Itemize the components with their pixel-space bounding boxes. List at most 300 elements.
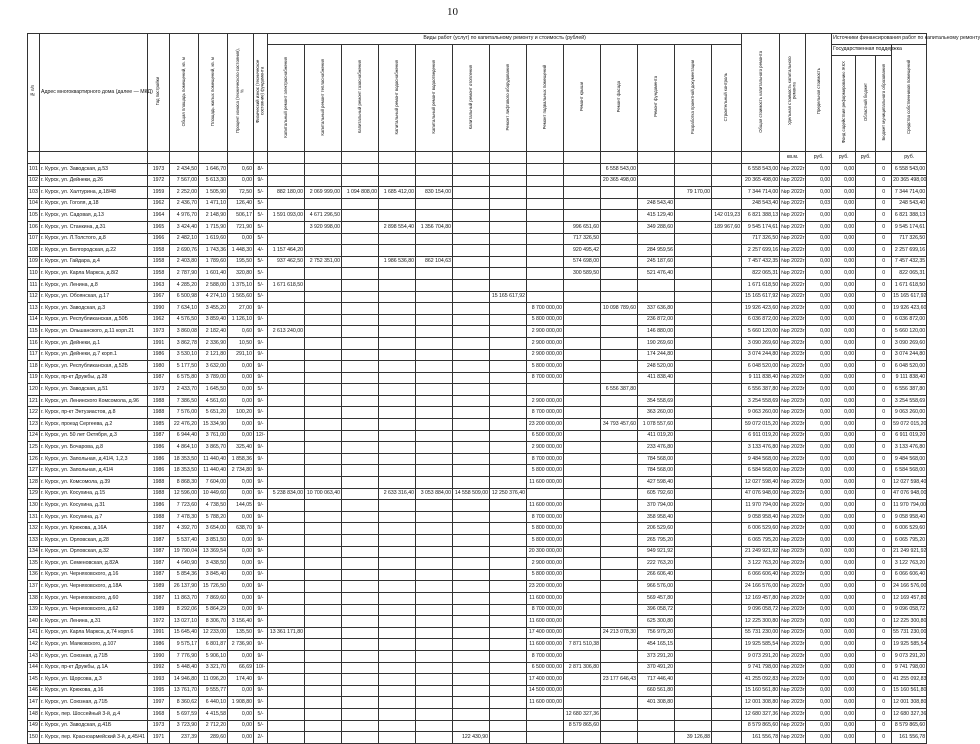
cell-work-cost (305, 477, 342, 489)
cell-foundation: 4/- (254, 245, 268, 257)
cell-total-cost: 9 741 798,00 (742, 662, 780, 674)
capital-repair-register-table (27, 33, 980, 744)
cell-total-area: 3 530,10 (170, 349, 199, 361)
header-foundation: Физический износ (техническое состояние) фундамента (254, 34, 268, 152)
cell-total-area: 5 697,59 (170, 708, 199, 720)
cell-owners-funds: 12 027 598,40 (892, 477, 927, 489)
cell-work-cost (564, 372, 601, 384)
cell-work-cost (379, 395, 416, 407)
cell-foundation: 5/- (254, 233, 268, 245)
cell-work-cost (453, 256, 490, 268)
cell-owners-funds: 7 457 432,35 (892, 256, 927, 268)
cell-row-no: 124 (28, 430, 40, 442)
cell-work-cost (564, 488, 601, 500)
cell-work-cost (342, 279, 379, 291)
cell-work-cost (564, 349, 601, 361)
cell-total-area: 237,39 (170, 732, 199, 744)
cell-work-cost (527, 732, 564, 744)
cell-work-cost (453, 349, 490, 361)
cell-row-no: 135 (28, 558, 40, 570)
cell-address: г. Курск, ул. Карла Маркса, д.74 корп.6 (40, 627, 148, 639)
cell-work-cost (342, 337, 379, 349)
cell-living-area: 5 788,20 (199, 511, 228, 523)
cell-fund-1: 0,00 (832, 558, 856, 570)
cell-living-area: 1 645,50 (199, 384, 228, 396)
cell-owners-funds: 3 254 558,69 (892, 395, 927, 407)
cell-repair-year: №р 2022г (780, 233, 806, 245)
cell-repair-year: №р 2023г (780, 662, 806, 674)
cell-work-cost (712, 639, 742, 651)
cell-work-cost (490, 279, 527, 291)
cell-repair-year: №р 2023г (780, 708, 806, 720)
cell-living-area: 5 864,29 (199, 604, 228, 616)
cell-year: 1986 (148, 639, 170, 651)
cell-address: г. Курск, ул. Черняховского, д.16 (40, 569, 148, 581)
cell-year: 1962 (148, 314, 170, 326)
cell-fund-0: 0,00 (806, 488, 832, 500)
cell-year: 1958 (148, 256, 170, 268)
cell-work-cost: 1 078 557,60 (638, 419, 675, 431)
cell-work-cost (675, 650, 712, 662)
cell-fund-0: 0,00 (806, 581, 832, 593)
cell-owners-funds: 6 584 568,00 (892, 465, 927, 477)
cell-total-cost: 20 365 498,00 (742, 175, 780, 187)
cell-work-cost (490, 198, 527, 210)
cell-work-cost: 20 365 498,00 (601, 175, 638, 187)
cell-fund-1: 0,00 (832, 268, 856, 280)
cell-work-cost (675, 546, 712, 558)
cell-work-cost (379, 465, 416, 477)
cell-work-cost (564, 407, 601, 419)
cell-repair-year: №р 2023г (780, 453, 806, 465)
cell-work-cost (601, 535, 638, 547)
cell-living-area: 2 712,20 (199, 720, 228, 732)
cell-work-cost (416, 639, 453, 651)
cell-foundation: 5/- (254, 720, 268, 732)
cell-work-cost (601, 662, 638, 674)
cell-fund-1: 0,00 (832, 685, 856, 697)
cell-address: г. Курск, пр-кт Дружбы, д.28 (40, 372, 148, 384)
cell-address: г. Курск, ул. Черняховского, д.18А (40, 581, 148, 593)
header-limit-cost: Предельная стоимость (806, 34, 832, 152)
cell-total-area: 2 433,70 (170, 384, 199, 396)
cell-row-no: 130 (28, 500, 40, 512)
cell-work-cost (564, 697, 601, 709)
cell-fund-2-value: 0 (876, 616, 892, 628)
cell-work-cost (712, 685, 742, 697)
cell-owners-funds: 9 058 958,40 (892, 511, 927, 523)
cell-address: г. Курск, ул. Ленина, д.8 (40, 279, 148, 291)
cell-fund-0: 0,00 (806, 732, 832, 744)
cell-living-area: 12 233,00 (199, 627, 228, 639)
cell-repair-year: №р 2022г (780, 268, 806, 280)
cell-work-cost (601, 697, 638, 709)
cell-tech-state: 174,40 (228, 674, 254, 686)
cell-tech-state: 0,00 (228, 604, 254, 616)
cell-row-no: 123 (28, 419, 40, 431)
cell-work-cost (675, 488, 712, 500)
cell-work-cost (305, 627, 342, 639)
cell-work-cost (305, 558, 342, 570)
cell-work-cost (601, 430, 638, 442)
cell-work-cost (490, 523, 527, 535)
cell-total-area: 7 576,00 (170, 407, 199, 419)
cell-total-area: 22 476,20 (170, 419, 199, 431)
cell-work-cost: 411 019,20 (638, 430, 675, 442)
cell-work-cost (712, 500, 742, 512)
cell-fund-2-value: 0 (876, 627, 892, 639)
cell-work-cost (601, 453, 638, 465)
cell-fund-0: 0,00 (806, 697, 832, 709)
cell-tech-state: 0,60 (228, 326, 254, 338)
cell-year: 1989 (148, 604, 170, 616)
cell-total-area: 11 863,70 (170, 592, 199, 604)
cell-fund-2 (856, 592, 876, 604)
cell-repair-year: №р 2022г (780, 164, 806, 176)
cell-work-cost: 8 700 000,00 (527, 303, 564, 315)
cell-fund-2 (856, 175, 876, 187)
cell-fund-2-value: 0 (876, 268, 892, 280)
cell-work-cost (453, 674, 490, 686)
cell-work-cost: 354 558,69 (638, 395, 675, 407)
cell-owners-funds: 41 255 092,83 (892, 674, 927, 686)
cell-work-cost (305, 430, 342, 442)
cell-work-cost: 2 069 999,00 (305, 187, 342, 199)
header-work-9: Ремонт фасада (601, 45, 638, 152)
cell-work-cost: 920 495,42 (564, 245, 601, 257)
cell-foundation: 9/- (254, 419, 268, 431)
cell-work-cost (416, 361, 453, 373)
cell-work-cost (305, 685, 342, 697)
cell-address: г. Курск, ул. Республиканская, д.50Б (40, 314, 148, 326)
cell-foundation: 9/- (254, 465, 268, 477)
cell-work-cost (712, 546, 742, 558)
cell-work-cost (453, 395, 490, 407)
cell-repair-year: №р 2022г (780, 245, 806, 257)
cell-work-cost (601, 372, 638, 384)
cell-row-no: 138 (28, 592, 40, 604)
cell-address: г. Курск, ул. Косухина, д.31 (40, 500, 148, 512)
table-row (28, 314, 927, 326)
cell-fund-0: 0,00 (806, 419, 832, 431)
cell-work-cost (712, 198, 742, 210)
cell-owners-funds: 9 096 058,72 (892, 604, 927, 616)
cell-tech-state: 1 375,10 (228, 279, 254, 291)
cell-work-cost (305, 581, 342, 593)
cell-fund-2 (856, 279, 876, 291)
cell-fund-2-value: 0 (876, 523, 892, 535)
cell-address: г. Курск, ул. Заводская, д.41Б (40, 720, 148, 732)
cell-work-cost (527, 198, 564, 210)
header-work-3: Капитальный ремонт водоснабжения (379, 45, 416, 152)
cell-work-cost (342, 558, 379, 570)
cell-work-cost: 8 700 000,00 (527, 511, 564, 523)
cell-address: г. Курск, ул. Косухина, д.15 (40, 488, 148, 500)
cell-fund-0: 0,00 (806, 279, 832, 291)
cell-work-cost: 1 986 536,80 (379, 256, 416, 268)
cell-work-cost: 2 900 000,00 (527, 558, 564, 570)
cell-work-cost (675, 477, 712, 489)
cell-work-cost: 3 920 998,00 (305, 221, 342, 233)
cell-work-cost (675, 395, 712, 407)
cell-work-cost (490, 662, 527, 674)
cell-work-cost (490, 372, 527, 384)
cell-fund-2-value: 0 (876, 697, 892, 709)
cell-work-cost (564, 326, 601, 338)
cell-work-cost (268, 430, 305, 442)
cell-work-cost: 34 793 457,60 (601, 419, 638, 431)
cell-work-cost (379, 674, 416, 686)
cell-work-cost (712, 558, 742, 570)
cell-fund-2-value: 0 (876, 535, 892, 547)
cell-work-cost (342, 349, 379, 361)
cell-owners-funds: 9 741 798,00 (892, 662, 927, 674)
cell-fund-1: 0,00 (832, 187, 856, 199)
cell-address: г. Курск, ул. Ольшанского, д.11 корп.21 (40, 326, 148, 338)
cell-fund-0: 0,00 (806, 616, 832, 628)
cell-foundation: 5/- (254, 279, 268, 291)
cell-fund-2-value: 0 (876, 430, 892, 442)
cell-work-cost (416, 477, 453, 489)
cell-repair-year: №р 2022г (780, 175, 806, 187)
cell-fund-2 (856, 500, 876, 512)
cell-work-cost (268, 384, 305, 396)
cell-repair-year: №р 2023г (780, 674, 806, 686)
cell-owners-funds: 47 076 948,00 (892, 488, 927, 500)
cell-work-cost (416, 523, 453, 535)
cell-work-cost (712, 361, 742, 373)
cell-foundation: 5/- (254, 268, 268, 280)
cell-living-area: 3 859,40 (199, 314, 228, 326)
cell-work-cost (490, 256, 527, 268)
cell-foundation: 10/- (254, 662, 268, 674)
cell-work-cost (490, 314, 527, 326)
cell-owners-funds: 717 326,50 (892, 233, 927, 245)
cell-address: г. Курск, ул. Маяковского, д.107 (40, 639, 148, 651)
cell-work-cost (527, 221, 564, 233)
cell-work-cost (453, 430, 490, 442)
cell-work-cost (342, 488, 379, 500)
cell-repair-year: №р 2022г (780, 221, 806, 233)
cell-tech-state: 2 736,90 (228, 639, 254, 651)
cell-fund-2 (856, 558, 876, 570)
header-total-area: Общая площадь помещений, кв. м (170, 34, 199, 152)
cell-year: 1995 (148, 685, 170, 697)
cell-row-no: 143 (28, 650, 40, 662)
cell-fund-2-value: 0 (876, 442, 892, 454)
cell-fund-2 (856, 511, 876, 523)
cell-work-cost: 5 800 000,00 (527, 569, 564, 581)
cell-living-area: 7 869,60 (199, 592, 228, 604)
cell-row-no: 122 (28, 407, 40, 419)
cell-fund-0: 0,00 (806, 384, 832, 396)
cell-year: 1966 (148, 233, 170, 245)
cell-work-cost (268, 164, 305, 176)
cell-row-no: 141 (28, 627, 40, 639)
cell-work-cost: 660 561,80 (638, 685, 675, 697)
cell-work-cost (675, 604, 712, 616)
cell-foundation: 9/- (254, 453, 268, 465)
cell-owners-funds: 3 074 244,80 (892, 349, 927, 361)
cell-work-cost: 17 400 000,00 (527, 674, 564, 686)
cell-work-cost (712, 337, 742, 349)
cell-fund-1: 0,00 (832, 175, 856, 187)
cell-owners-funds: 3 090 269,60 (892, 337, 927, 349)
cell-total-cost: 6 556 387,80 (742, 384, 780, 396)
cell-work-cost (342, 535, 379, 547)
table-row (28, 175, 927, 187)
cell-tech-state: 126,40 (228, 198, 254, 210)
table-row (28, 256, 927, 268)
cell-work-cost (564, 511, 601, 523)
cell-work-cost (379, 697, 416, 709)
cell-row-no: 103 (28, 187, 40, 199)
cell-work-cost (342, 314, 379, 326)
cell-work-cost (453, 604, 490, 616)
header-work-6: Ремонт лифтового оборудования (490, 45, 527, 152)
cell-work-cost (601, 477, 638, 489)
cell-address: г. Курск, ул. Союзная, д.71В (40, 650, 148, 662)
cell-work-cost (712, 592, 742, 604)
cell-tech-state: 0,00 (228, 477, 254, 489)
cell-total-cost: 6 911 019,20 (742, 430, 780, 442)
cell-work-cost (490, 419, 527, 431)
cell-fund-0: 0,00 (806, 395, 832, 407)
cell-work-cost (342, 407, 379, 419)
cell-work-cost (305, 337, 342, 349)
cell-work-cost (527, 268, 564, 280)
cell-work-cost (342, 326, 379, 338)
cell-work-cost (490, 569, 527, 581)
cell-work-cost: 8 579 865,60 (564, 720, 601, 732)
cell-fund-1: 0,00 (832, 407, 856, 419)
cell-total-area: 12 596,00 (170, 488, 199, 500)
cell-owners-funds: 6 065 795,20 (892, 535, 927, 547)
table-row (28, 477, 927, 489)
cell-work-cost: 248 520,00 (638, 361, 675, 373)
cell-tech-state: 0,00 (228, 488, 254, 500)
cell-work-cost: 266 606,40 (638, 569, 675, 581)
cell-work-cost (416, 558, 453, 570)
cell-tech-state: 0,00 (228, 685, 254, 697)
cell-work-cost (675, 326, 712, 338)
cell-total-area: 9 575,17 (170, 639, 199, 651)
cell-address: г. Курск, пер. Красноармейский 3-й, д.45/41 (40, 732, 148, 744)
cell-work-cost: 10 700 063,40 (305, 488, 342, 500)
cell-total-cost: 8 579 865,60 (742, 720, 780, 732)
cell-work-cost (416, 430, 453, 442)
cell-fund-0: 0,00 (806, 511, 832, 523)
cell-repair-year: №р 2023г (780, 407, 806, 419)
cell-work-cost: 717 446,40 (638, 674, 675, 686)
cell-work-cost (675, 616, 712, 628)
cell-work-cost (305, 616, 342, 628)
cell-living-area: 2 121,80 (199, 349, 228, 361)
cell-total-area: 7 386,50 (170, 395, 199, 407)
cell-work-cost (675, 442, 712, 454)
cell-year: 1988 (148, 407, 170, 419)
cell-work-cost (675, 708, 712, 720)
cell-work-cost (601, 720, 638, 732)
cell-work-cost (601, 187, 638, 199)
cell-work-cost (490, 477, 527, 489)
cell-year: 1967 (148, 291, 170, 303)
cell-address: г. Курск, ул. Л.Толстого, д.8 (40, 233, 148, 245)
cell-work-cost (490, 210, 527, 222)
cell-fund-0: 0,00 (806, 685, 832, 697)
cell-fund-2-value: 0 (876, 245, 892, 257)
cell-tech-state: 0,00 (228, 419, 254, 431)
cell-work-cost (712, 245, 742, 257)
cell-work-cost (342, 650, 379, 662)
cell-work-cost (638, 164, 675, 176)
cell-row-no: 148 (28, 708, 40, 720)
cell-work-cost: 5 238 834,00 (268, 488, 305, 500)
cell-fund-2 (856, 349, 876, 361)
cell-tech-state: 0,00 (228, 720, 254, 732)
cell-living-area: 2 588,00 (199, 279, 228, 291)
cell-owners-funds: 55 731 230,00 (892, 627, 927, 639)
cell-fund-2 (856, 233, 876, 245)
cell-work-cost: 937 462,50 (268, 256, 305, 268)
cell-work-cost (416, 164, 453, 176)
cell-total-area: 6 944,40 (170, 430, 199, 442)
cell-living-area: 3 438,50 (199, 558, 228, 570)
cell-living-area: 3 761,00 (199, 430, 228, 442)
cell-work-cost (490, 221, 527, 233)
cell-fund-2 (856, 453, 876, 465)
cell-work-cost: 233 476,80 (638, 442, 675, 454)
cell-tech-state: 1 126,10 (228, 314, 254, 326)
cell-address: г. Курск, пр-кт Энтузиастов, д.8 (40, 407, 148, 419)
table-row (28, 442, 927, 454)
cell-work-cost (268, 337, 305, 349)
cell-fund-2-value: 0 (876, 395, 892, 407)
cell-living-area: 13 369,54 (199, 546, 228, 558)
cell-work-cost (675, 419, 712, 431)
cell-fund-1: 0,00 (832, 337, 856, 349)
cell-fund-0: 0,00 (806, 187, 832, 199)
cell-owners-funds: 12 169 457,80 (892, 592, 927, 604)
cell-total-area: 5 448,40 (170, 662, 199, 674)
cell-living-area: 11 440,40 (199, 465, 228, 477)
cell-row-no: 120 (28, 384, 40, 396)
cell-work-cost (453, 407, 490, 419)
cell-owners-funds: 12 680 327,36 (892, 708, 927, 720)
cell-living-area: 5 651,20 (199, 407, 228, 419)
cell-work-cost (527, 164, 564, 176)
cell-total-cost: 5 660 120,00 (742, 326, 780, 338)
cell-total-cost: 55 731 230,00 (742, 627, 780, 639)
cell-year: 1988 (148, 511, 170, 523)
cell-fund-2 (856, 303, 876, 315)
table-row (28, 732, 927, 744)
cell-fund-1: 0,00 (832, 372, 856, 384)
cell-foundation: 9/- (254, 337, 268, 349)
cell-work-cost (416, 268, 453, 280)
cell-work-cost: 39 126,88 (675, 732, 712, 744)
unit-label: руб. (832, 152, 856, 164)
cell-fund-2 (856, 616, 876, 628)
cell-work-cost: 5 800 000,00 (527, 465, 564, 477)
table-row (28, 453, 927, 465)
cell-fund-1: 0,00 (832, 430, 856, 442)
cell-repair-year: №р 2023г (780, 732, 806, 744)
table-row (28, 558, 927, 570)
cell-living-area: 1 715,90 (199, 221, 228, 233)
table-row (28, 221, 927, 233)
cell-row-no: 125 (28, 442, 40, 454)
